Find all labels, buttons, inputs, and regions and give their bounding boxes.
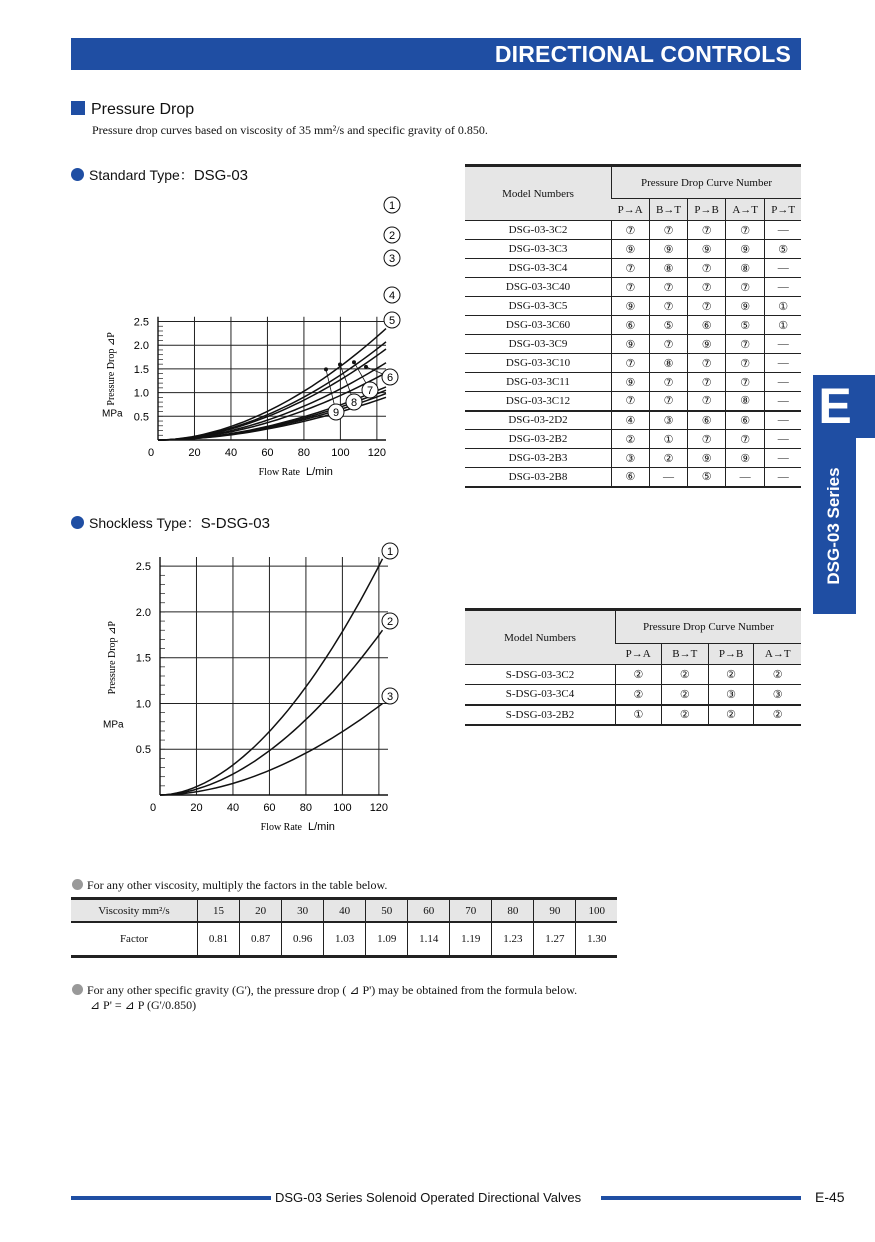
curve-number: ① (765, 316, 801, 335)
curve-number: ③ (754, 685, 801, 705)
curve-number: — (765, 449, 801, 468)
curve-number: ⑧ (725, 259, 764, 278)
curve-number: ⑨ (688, 335, 726, 354)
table-row (465, 685, 801, 705)
section-subtitle: Pressure drop curves based on viscosity of 35 mm²/s and specific gravity of 0.850. (92, 123, 488, 137)
x-tick-label: 60 (261, 447, 274, 459)
factor-value: 1.09 (366, 922, 408, 957)
curve-number: ⑦ (612, 221, 650, 240)
curve-number: ① (649, 430, 688, 449)
x-axis-unit: L/min (306, 466, 333, 478)
curve-number: — (765, 354, 801, 373)
curve-number: ⑦ (649, 278, 688, 297)
curve-label: 4 (388, 290, 396, 302)
curve-label: 2 (386, 616, 394, 628)
viscosity-header-label: Viscosity mm²/s (71, 899, 198, 923)
x-tick-label: 0 (149, 802, 157, 814)
curve-number: ③ (649, 411, 688, 430)
y-axis-unit: MPa (102, 408, 123, 420)
curve-number: ⑥ (725, 411, 764, 430)
standard-heading: Standard Type：DSG-03 (71, 165, 248, 185)
curve-number: ② (649, 449, 688, 468)
curve-number: ⑧ (649, 354, 688, 373)
curve-number: ⑤ (725, 316, 764, 335)
leader-dot (364, 365, 368, 369)
section-letter: E (818, 378, 852, 434)
curve-number: ⑦ (725, 221, 764, 240)
direction-header: A→T (754, 644, 801, 665)
model-number: DSG-03-2B3 (465, 449, 612, 468)
direction-header: B→T (649, 199, 688, 221)
section-letter-tab (813, 375, 875, 438)
factor-value: 1.14 (408, 922, 450, 957)
shockless-model-table (465, 608, 801, 726)
model-number: DSG-03-3C3 (465, 240, 612, 259)
standard-model-table (465, 164, 801, 488)
curve-number: ⑨ (725, 449, 764, 468)
table-row (465, 221, 801, 240)
model-number: DSG-03-3C11 (465, 373, 612, 392)
curve-number: ② (661, 685, 708, 705)
viscosity-factor-table (71, 897, 617, 958)
factor-value: 1.23 (492, 922, 534, 957)
curve-number: ⑦ (688, 354, 726, 373)
banner-title: DIRECTIONAL CONTROLS (494, 41, 791, 67)
leader-dot (324, 367, 328, 371)
square-bullet-icon (71, 101, 85, 115)
viscosity-value: 20 (240, 899, 282, 923)
curve-number: ⑦ (688, 430, 726, 449)
curve-label: 3 (386, 691, 394, 703)
table-row (465, 705, 801, 725)
model-numbers-header: Model Numbers (465, 610, 616, 665)
curve-number: ③ (612, 449, 650, 468)
curve-number: ⑧ (725, 392, 764, 411)
curve-number: ② (708, 705, 754, 725)
x-tick-label: 120 (369, 802, 389, 814)
curve-label: 1 (388, 200, 396, 212)
table-row (465, 316, 801, 335)
model-number: DSG-03-3C12 (465, 392, 612, 411)
y-tick-label: 0.5 (133, 411, 149, 424)
y-tick-label: 2.0 (135, 606, 151, 619)
curve-number: ⑨ (688, 240, 726, 259)
viscosity-value: 30 (282, 899, 324, 923)
standard-model-table-wrap (465, 164, 801, 488)
y-tick-label: 0.5 (135, 744, 151, 757)
direction-header: P→A (612, 199, 650, 221)
curve-number: ⑦ (688, 392, 726, 411)
shockless-heading: Shockless Type：S-DSG-03 (71, 513, 270, 533)
model-number: DSG-03-3C2 (465, 221, 612, 240)
curve-number: ⑥ (688, 411, 726, 430)
curve-number: ② (616, 665, 662, 685)
circle-bullet-icon (71, 516, 84, 529)
table-row (465, 411, 801, 430)
curve-number: ⑨ (612, 297, 650, 316)
curve-label: 9 (332, 407, 340, 419)
x-tick-label: 60 (263, 802, 276, 814)
curve-label: 8 (350, 397, 358, 409)
curve-number: ⑨ (725, 297, 764, 316)
x-axis-title: Flow Rate (258, 467, 300, 478)
y-tick-label: 1.5 (133, 363, 149, 376)
model-number: DSG-03-3C4 (465, 259, 612, 278)
curve-number: ⑨ (612, 335, 650, 354)
viscosity-value: 80 (492, 899, 534, 923)
curve-number: ⑤ (765, 240, 801, 259)
factor-value: 0.81 (198, 922, 240, 957)
curve-label: 5 (388, 315, 396, 327)
leader-dot (338, 363, 342, 367)
curve-number: ⑦ (649, 297, 688, 316)
x-tick-label: 40 (224, 447, 238, 459)
curve-number: ⑦ (649, 392, 688, 411)
x-tick-label: 100 (333, 802, 352, 814)
curve-number: ② (708, 665, 754, 685)
curve-number: — (765, 411, 801, 430)
x-axis-title: Flow Rate (260, 822, 302, 833)
curve-number: ② (661, 665, 708, 685)
curve-number: — (765, 221, 801, 240)
curve-number: ⑥ (688, 316, 726, 335)
curve-number: — (649, 468, 688, 487)
curve-number: ① (616, 705, 662, 725)
curve-number: ⑦ (612, 259, 650, 278)
curve-label: 6 (386, 372, 394, 384)
direction-header: P→T (765, 199, 801, 221)
curve-number: — (765, 430, 801, 449)
x-tick-label: 80 (297, 447, 311, 459)
curve-number: — (765, 373, 801, 392)
gravity-note: For any other specific gravity (G'), the pressure drop ( ⊿ P') may be obtained from the formula below. (72, 983, 577, 998)
curve-number: ⑨ (612, 373, 650, 392)
model-number: DSG-03-3C60 (465, 316, 612, 335)
circle-bullet-icon (71, 168, 84, 181)
table-row (465, 278, 801, 297)
curve-number: ⑦ (688, 278, 726, 297)
curve-number: ⑦ (725, 373, 764, 392)
direction-header: P→B (708, 644, 754, 665)
viscosity-value: 100 (576, 899, 617, 923)
curve-number: — (765, 468, 801, 487)
direction-header: B→T (661, 644, 708, 665)
table-row (465, 335, 801, 354)
curve-number: ⑨ (649, 240, 688, 259)
x-tick-label: 40 (226, 802, 240, 814)
y-tick-label: 2.5 (135, 561, 151, 574)
curve-number: ⑦ (649, 373, 688, 392)
curve-number: ② (612, 430, 650, 449)
model-number: DSG-03-2B2 (465, 430, 612, 449)
direction-header: A→T (725, 199, 764, 221)
table-row (465, 373, 801, 392)
model-numbers-header: Model Numbers (465, 166, 612, 221)
curve-number: ⑤ (688, 468, 726, 487)
x-tick-label: 80 (299, 802, 313, 814)
x-tick-label: 20 (190, 802, 203, 814)
curve-number: ⑦ (725, 430, 764, 449)
x-tick-label: 0 (147, 447, 155, 459)
factor-value: 1.27 (534, 922, 576, 957)
gravity-formula: ⊿ P' = ⊿ P (G'/0.850) (90, 998, 197, 1012)
model-number: DSG-03-3C10 (465, 354, 612, 373)
grey-bullet-icon (72, 984, 83, 995)
curve-number-header: Pressure Drop Curve Number (616, 610, 802, 644)
viscosity-value: 15 (198, 899, 240, 923)
curve-number: — (765, 259, 801, 278)
curve-number: ⑨ (612, 240, 650, 259)
curve-number: ⑨ (688, 449, 726, 468)
y-tick-label: 1.0 (133, 387, 149, 400)
model-number: S-DSG-03-3C4 (465, 685, 616, 705)
curve-number: ① (765, 297, 801, 316)
curve-number: ⑤ (649, 316, 688, 335)
direction-header: P→A (616, 644, 662, 665)
curve-1 (160, 559, 383, 795)
viscosity-table-wrap (71, 897, 617, 958)
table-row (465, 297, 801, 316)
viscosity-value: 50 (366, 899, 408, 923)
x-tick-label: 20 (188, 447, 201, 459)
page-number: E-45 (815, 1189, 845, 1205)
series-side-tab (813, 438, 856, 614)
y-axis-title: Pressure Drop ⊿P (106, 332, 117, 406)
page-banner (71, 38, 801, 70)
curve-number: ⑦ (649, 335, 688, 354)
viscosity-value: 90 (534, 899, 576, 923)
curve-number-header: Pressure Drop Curve Number (612, 166, 802, 199)
model-number: DSG-03-2D2 (465, 411, 612, 430)
viscosity-value: 60 (408, 899, 450, 923)
curve-number: ⑦ (688, 297, 726, 316)
table-row (465, 392, 801, 411)
x-tick-label: 120 (367, 447, 387, 459)
factor-label: Factor (119, 933, 149, 945)
model-number: DSG-03-3C40 (465, 278, 612, 297)
model-number: DSG-03-3C9 (465, 335, 612, 354)
curve-number: ⑥ (612, 468, 650, 487)
factor-value: 1.19 (450, 922, 492, 957)
table-row (465, 449, 801, 468)
curve-number: — (765, 392, 801, 411)
section-title: Pressure Drop (71, 101, 194, 119)
curve-number: ⑨ (725, 240, 764, 259)
curve-number: ⑦ (725, 354, 764, 373)
curve-number: ⑥ (612, 316, 650, 335)
table-row (465, 259, 801, 278)
viscosity-value: 40 (324, 899, 366, 923)
leader-dot (352, 360, 356, 364)
table-row (465, 354, 801, 373)
factor-value: 0.96 (282, 922, 324, 957)
model-number: DSG-03-2B8 (465, 468, 612, 487)
table-row (465, 665, 801, 685)
y-tick-label: 2.0 (133, 340, 149, 353)
series-side-label: DSG-03 Series (824, 467, 843, 585)
table-row (465, 430, 801, 449)
direction-header: P→B (688, 199, 726, 221)
table-row (465, 468, 801, 487)
model-number: S-DSG-03-3C2 (465, 665, 616, 685)
viscosity-value: 70 (450, 899, 492, 923)
table-row (465, 240, 801, 259)
curve-label: 3 (388, 253, 396, 265)
curve-number: ⑧ (649, 259, 688, 278)
curve-number: ⑦ (688, 259, 726, 278)
curve-number: ⑦ (725, 278, 764, 297)
x-axis-unit: L/min (308, 821, 335, 833)
model-number: S-DSG-03-2B2 (465, 705, 616, 725)
curve-number: ⑦ (612, 354, 650, 373)
model-number: DSG-03-3C5 (465, 297, 612, 316)
curve-number: ② (754, 665, 801, 685)
footer-rule-left (71, 1196, 271, 1200)
curve-number: ② (616, 685, 662, 705)
viscosity-note: For any other viscosity, multiply the factors in the table below. (72, 878, 387, 893)
curve-number: ⑦ (725, 335, 764, 354)
y-axis-title: Pressure Drop ⊿P (107, 621, 118, 695)
x-tick-label: 100 (331, 447, 350, 459)
standard-pressure-drop-chart (100, 190, 410, 480)
curve-number: ⑦ (688, 373, 726, 392)
footer-rule-right (601, 1196, 801, 1200)
curve-number: ④ (612, 411, 650, 430)
curve-number: ② (661, 705, 708, 725)
footer-title: DSG-03 Series Solenoid Operated Directional Valves (275, 1190, 582, 1205)
factor-value: 1.03 (324, 922, 366, 957)
factor-value: 1.30 (576, 922, 617, 957)
curve-label: 2 (388, 230, 396, 242)
curve-number: ② (754, 705, 801, 725)
factor-value: 0.87 (240, 922, 282, 957)
y-tick-label: 1.5 (135, 652, 151, 665)
shockless-model-table-wrap (465, 608, 801, 726)
curve-label: 1 (386, 546, 394, 558)
y-tick-label: 2.5 (133, 316, 149, 329)
curve-number: ⑦ (688, 221, 726, 240)
y-axis-unit: MPa (103, 719, 124, 731)
curve-number: — (765, 278, 801, 297)
curve-number: — (765, 335, 801, 354)
grey-bullet-icon (72, 879, 83, 890)
curve-number: — (725, 468, 764, 487)
y-tick-label: 1.0 (135, 698, 151, 711)
curve-number: ⑦ (612, 278, 650, 297)
curve-number: ⑦ (612, 392, 650, 411)
curve-label: 7 (366, 385, 374, 397)
shockless-pressure-drop-chart (100, 538, 410, 838)
curve-number: ③ (708, 685, 754, 705)
curve-number: ⑦ (649, 221, 688, 240)
